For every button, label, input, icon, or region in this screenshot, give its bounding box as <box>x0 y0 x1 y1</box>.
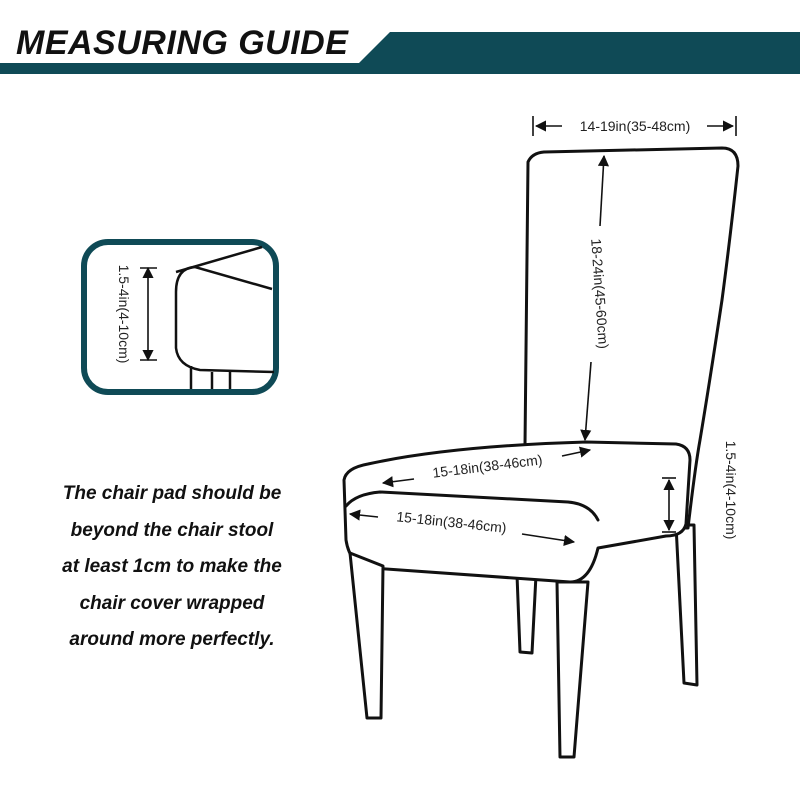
rear-right-leg <box>676 525 697 685</box>
front-right-leg <box>557 582 588 757</box>
inset-frame <box>84 242 276 392</box>
seat-width-label: 15-18in(38-46cm) <box>395 508 508 536</box>
back-height-label: 18-24in(45-60cm) <box>588 237 612 350</box>
page-title: MEASURING GUIDE <box>16 24 349 62</box>
note-line: chair cover wrapped <box>79 592 265 614</box>
fitting-note <box>22 476 322 659</box>
front-left-leg <box>350 553 383 718</box>
note-line: around more perfectly. <box>69 629 275 650</box>
note-line: at least 1cm to make the <box>62 556 282 577</box>
cushion-thickness-label: 1.5-4in(4-10cm) <box>116 264 132 364</box>
back-width-label: 14-19in(35-48cm) <box>579 118 691 134</box>
note-line: The chair pad should be <box>62 483 282 504</box>
cushion-detail-inset <box>84 242 276 392</box>
note-line: beyond the chair stool <box>70 519 274 541</box>
seat-depth-label: 15-18in(38-46cm) <box>431 451 544 481</box>
seat-thickness-label: 1.5-4in(4-10cm) <box>723 440 739 540</box>
rear-left-leg <box>517 575 536 653</box>
